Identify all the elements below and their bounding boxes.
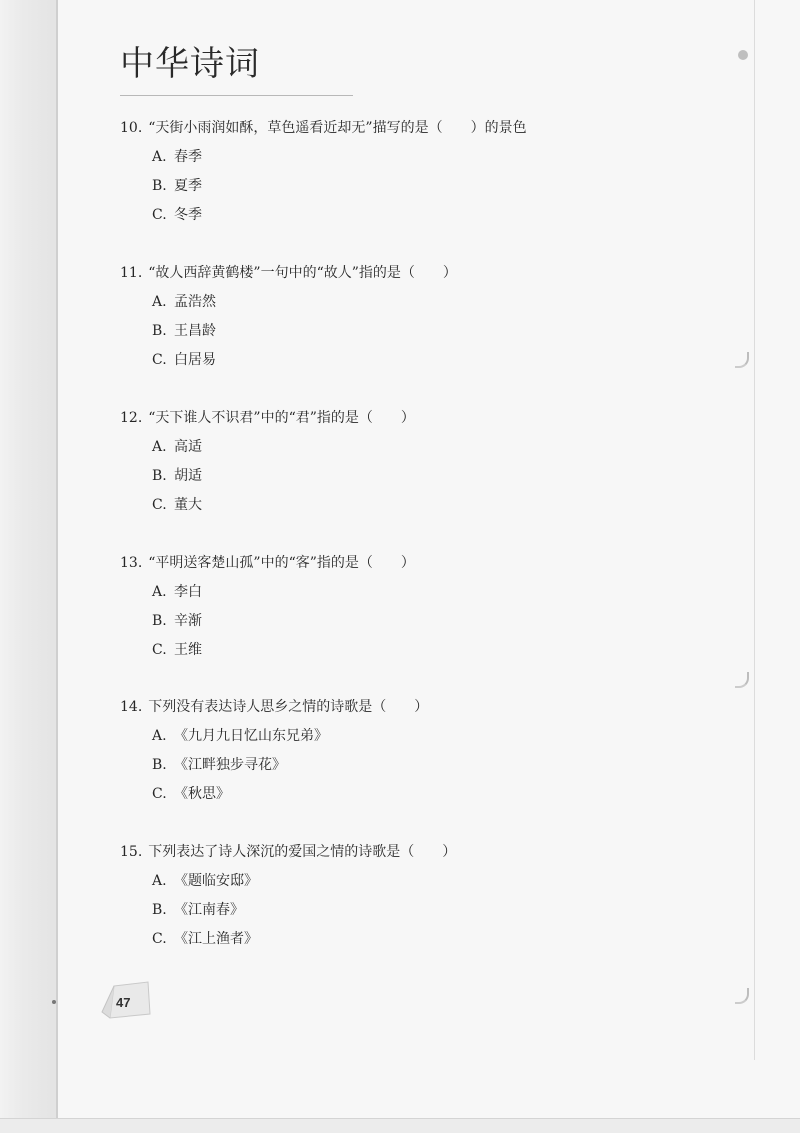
- question-number: 10.: [120, 120, 143, 136]
- option-c: [152, 495, 720, 515]
- option-letter: B.: [152, 323, 167, 339]
- question-stem: [120, 842, 720, 862]
- question-stem: [120, 118, 720, 138]
- option-letter: B.: [152, 613, 167, 629]
- option-b: [152, 466, 720, 486]
- option-letter: A.: [152, 294, 167, 310]
- option-c: [152, 640, 720, 660]
- option-text: 高适: [174, 439, 202, 455]
- option-text: 《九月九日忆山东兄弟》: [174, 728, 328, 744]
- option-letter: B.: [152, 902, 167, 918]
- option-b: [152, 321, 720, 341]
- question-11: [120, 263, 720, 370]
- page-number: 47: [116, 995, 131, 1010]
- option-letter: C.: [152, 352, 167, 368]
- question-text: “平明送客楚山孤”中的“客”指的是（ ）: [148, 555, 415, 571]
- question-number: 11.: [120, 265, 143, 281]
- option-c: [152, 929, 720, 949]
- option-b: [152, 176, 720, 196]
- question-15: [120, 842, 720, 949]
- option-letter: C.: [152, 642, 167, 658]
- option-text: 春季: [174, 149, 202, 165]
- question-text: “天下谁人不识君”中的“君”指的是（ ）: [148, 410, 415, 426]
- option-a: [152, 292, 720, 312]
- option-c: [152, 205, 720, 225]
- option-a: [152, 437, 720, 457]
- option-b: [152, 755, 720, 775]
- option-c: [152, 784, 720, 804]
- option-text: 李白: [174, 584, 202, 600]
- question-number: 13.: [120, 555, 143, 571]
- option-text: 《江南春》: [174, 902, 244, 918]
- option-letter: C.: [152, 497, 167, 513]
- option-text: 胡适: [174, 468, 202, 484]
- question-number: 14.: [120, 699, 143, 715]
- option-letter: C.: [152, 786, 167, 802]
- option-letter: A.: [152, 439, 167, 455]
- question-12: [120, 408, 720, 515]
- option-text: 冬季: [174, 207, 202, 223]
- option-text: 白居易: [174, 352, 216, 368]
- option-text: 夏季: [174, 178, 202, 194]
- option-text: 王昌龄: [174, 323, 216, 339]
- question-number: 15.: [120, 844, 143, 860]
- question-stem: [120, 553, 720, 573]
- option-b: [152, 611, 720, 631]
- option-letter: A.: [152, 873, 167, 889]
- question-stem: [120, 697, 720, 717]
- option-letter: B.: [152, 178, 167, 194]
- question-13: [120, 553, 720, 660]
- question-10: [120, 118, 720, 225]
- scan-left-edge: [56, 0, 58, 1120]
- scan-speck: [52, 1000, 56, 1004]
- option-text: 《江上渔者》: [174, 931, 258, 947]
- option-letter: A.: [152, 728, 167, 744]
- question-text: 下列表达了诗人深沉的爱国之情的诗歌是（ ）: [148, 844, 457, 860]
- option-letter: C.: [152, 931, 167, 947]
- question-text: 下列没有表达诗人思乡之情的诗歌是（ ）: [148, 699, 429, 715]
- option-text: 孟浩然: [174, 294, 216, 310]
- question-stem: [120, 263, 720, 283]
- option-letter: B.: [152, 757, 167, 773]
- option-text: 董大: [174, 497, 202, 513]
- option-text: 《秋思》: [174, 786, 230, 802]
- title-underline: [120, 95, 353, 96]
- option-c: [152, 350, 720, 370]
- option-letter: A.: [152, 149, 167, 165]
- scan-bottom-edge: [0, 1118, 800, 1133]
- option-a: [152, 147, 720, 167]
- option-text: 《题临安邸》: [174, 873, 258, 889]
- question-number: 12.: [120, 410, 143, 426]
- option-letter: A.: [152, 584, 167, 600]
- option-letter: B.: [152, 468, 167, 484]
- option-a: [152, 871, 720, 891]
- question-text: “天街小雨润如酥，草色遥看近却无”描写的是（ ）的景色: [148, 120, 527, 136]
- option-b: [152, 900, 720, 920]
- option-a: [152, 582, 720, 602]
- option-text: 王维: [174, 642, 202, 658]
- option-a: [152, 726, 720, 746]
- option-text: 辛渐: [174, 613, 202, 629]
- binder-hole-top: [738, 50, 748, 60]
- question-text: “故人西辞黄鹤楼”一句中的“故人”指的是（ ）: [148, 265, 457, 281]
- page-title: 中华诗词: [120, 44, 260, 84]
- option-text: 《江畔独步寻花》: [174, 757, 286, 773]
- page-number-tab: [100, 980, 152, 1020]
- scan-right-edge: [754, 0, 755, 1060]
- question-14: [120, 697, 720, 804]
- question-stem: [120, 408, 720, 428]
- scan-left-margin: [0, 0, 58, 1132]
- option-letter: C.: [152, 207, 167, 223]
